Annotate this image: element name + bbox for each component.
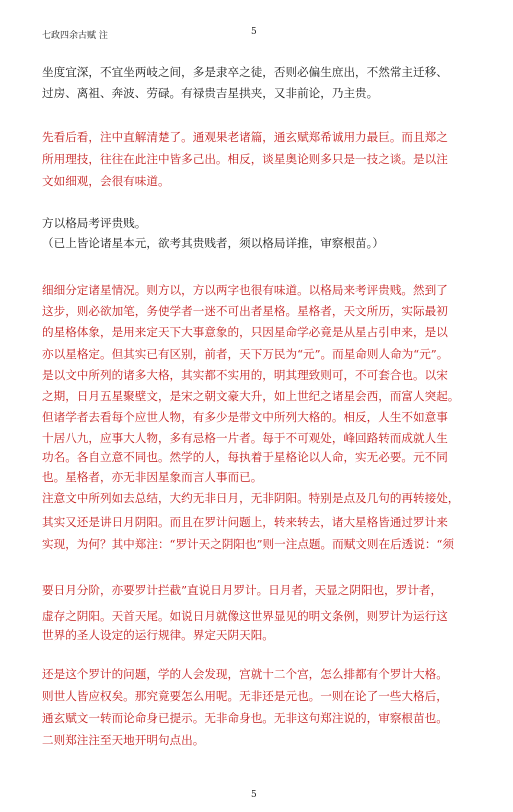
text-line: 功名。各自立意不同也。然学的人，每执着于星格论以人命，实无必要。元不同 <box>42 450 448 464</box>
text-line: 二则郑注注至天地开明句点出。 <box>42 733 205 747</box>
text-line: 这步，则必欲加笔，务使学者一迷不可出者星格。星格者，天文所历，实际最初 <box>42 304 448 319</box>
text-line: 坐度宜深，不宜坐两岐之间，多是隶卒之徒，否则必偏生庶出，不然常主迁移、 <box>42 65 448 79</box>
text-line: 实现，为何？其中郑注：“罗计天之阴阳也”则一注点题。而赋文则在后透说：“须 <box>42 537 454 552</box>
text-line: 注意文中所列如去总结，大约无非日月，无非阴阳。特别是点及几句的再转接处， <box>42 490 460 505</box>
text-line: 细细分定诸星情况。则方以，方以两字也很有味道。以格局来考评贵贱。然到了 <box>42 283 448 297</box>
text-line: 十居八九，应事大人物，多有忌格一片者。每于不可观处，峰回路转而成就人生 <box>42 431 448 446</box>
paragraph-commentary <box>42 447 474 508</box>
text-line: 还是这个罗计的问题，学的人会发现，宫就十二个宫，怎么排都有个罗计大格。 <box>42 667 448 681</box>
text-line: 的星格体象，是用来定天下大事意象的，只因星命学必竟是从星占引申来，是以 <box>42 325 448 340</box>
paragraph-commentary <box>42 511 474 555</box>
text-line: 虚存之阴阳。天首天尾。如说日月就像这世界显见的明文条例，则罗计为运行这 <box>42 609 448 623</box>
paragraph-original-text <box>42 62 474 104</box>
paragraph-commentary <box>42 577 474 629</box>
text-line: 则世人皆应权矣。那究竟要怎么用呢。无非还是元也。一则在论了一些大格后， <box>42 689 448 703</box>
text-line: 其实又还是讲日月阴阳。而且在罗计问题上，转来转去，诸大星格皆通过罗计来 <box>42 515 448 529</box>
header-title: 七政四余古赋 注 <box>42 31 108 41</box>
paragraph-commentary <box>42 663 474 751</box>
text-line: 通玄赋文一转而论命身已提示。无非命身也。无非这句郑注说的，审察根苗也。 <box>42 711 448 725</box>
footer-page-number: 5 <box>251 790 257 800</box>
text-line: 是以文中所列的诸多大格，其实都不实用的，明其理致则可，不可套合也。以宋 <box>42 367 448 382</box>
text-line: 也。星格者，亦无非因星象而言人事而已。 <box>42 470 263 485</box>
text-line: 要日月分阶，亦要罗计拦截”直说日月罗计。日月者，天显之阴阳也，罗计者， <box>42 583 443 597</box>
text-line: 方以格局考评贵贱。 <box>42 216 147 230</box>
text-line: 文如细观，会很有味道。 <box>42 174 170 188</box>
paragraph-original-text <box>42 213 474 253</box>
text-line: 但诸学者去看每个应世人物，有多少是带文中所列大格的。相反，人生不如意事 <box>42 410 448 425</box>
text-line: （已上皆论诸星本元，欲考其贵贱者，须以格局详推，审察根苗。） <box>42 236 385 250</box>
text-line: 所用理技，往往在此注中皆多己出。相反，谈星奥论则多只是一技之谈。是以注 <box>42 152 448 166</box>
text-line: 之期，日月五星聚壁文，是宋之朝文豪大升，如上世纪之诸星会西，而富人突起。 <box>42 389 460 404</box>
text-line: 先看后看，注中直解清楚了。通观果老诸篇，通玄赋郑希诚用力最巨。而且郑之 <box>42 130 448 144</box>
text-line: 世界的圣人设定的运行规律。界定天阴天阳。 <box>42 628 274 642</box>
paragraph-commentary <box>42 280 474 450</box>
text-line: 亦以星格定。但其实已有区别，前者，天下万民为“元”。而星命则人命为“元”。 <box>42 346 449 361</box>
text-line: 过房、离祖、奔波、劳碌。有禄贵吉星拱夹，又非前论，乃主贵。 <box>42 86 379 100</box>
paragraph-commentary <box>42 126 474 192</box>
paragraph-commentary <box>42 625 474 646</box>
header-page-number: 5 <box>251 27 257 37</box>
